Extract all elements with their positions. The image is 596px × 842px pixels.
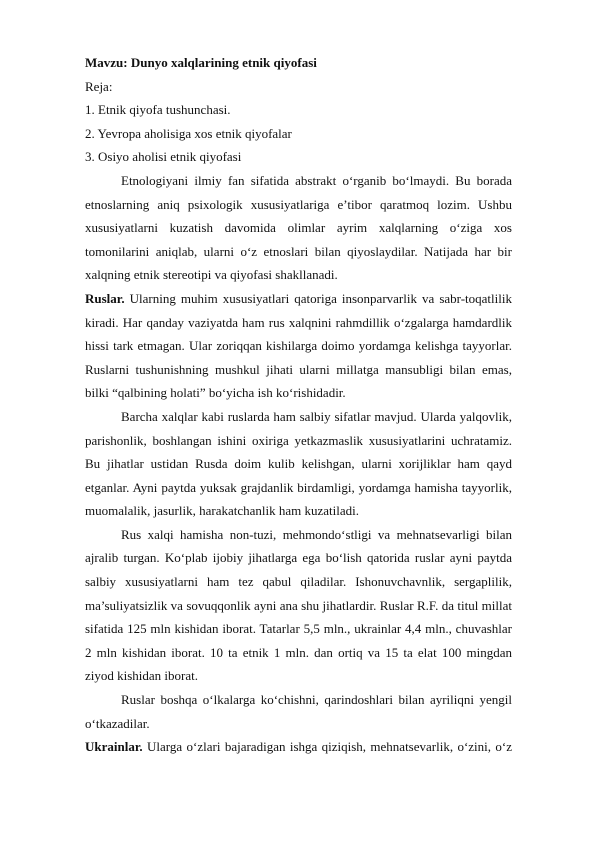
plan-item-2: 2. Yevropa aholisiga xos etnik qiyofalar: [85, 125, 292, 141]
plan-label: Reja:: [85, 78, 113, 94]
paragraph-ruslar: [85, 287, 512, 405]
paragraph-3: Barcha xalqlar kabi ruslarda ham salbiy sifatlar mavjud. Ularda yalqovlik, parishonlik, boshlangan ishini oxiriga yetkazmaslik xususiyatlarini uchratamiz. Bu jihatlar ustidan Rusda doim kulib kelishgan, ularni xorijliklar ham qayd etganlar. Ayni paytda yuksak grajdanlik birdamligi, yordamga hamisha tayyorlik, muomalalik, jasurlik, harakatchanlik ham kuzatiladi.: [85, 408, 512, 519]
document-page: [85, 51, 512, 759]
ukrainlar-heading: Ukrainlar.: [85, 739, 143, 755]
paragraph-4: Rus xalqi hamisha non-tuzi, mehmondo‘stligi va mehnatsevarligi bilan ajralib turgan. Ko‘plab ijobiy jihatlarga ega bo‘lish qatorida ruslar ayni paytda salbiy xususiyatlarni ham tez qabul qiladilar. Ishonuvchavnlik, sergaplilik, ma’suliyatsizlik va sovuqqonlik ayni ana shu jihatlardir. Ruslar R.F. da titul millat sifatida 125 mln kishidan iborat. Tatarlar 5,5 mln., ukrainlar 4,4 mln., chuvashlar 2 mln kishidan iborat. 10 ta etnik 1 mln. dan ortiq va 15 ta elat 100 mingdan ziyod kishidan iborat.: [85, 526, 512, 684]
ruslar-text: Ularning muhim xususiyatlari qatoriga insonparvarlik va sabr-toqatlilik kiradi. Har qanday vaziyatda ham rus xalqnini rahmdillik o‘zgalarga hamdardlik hissi tark etmagan. Ular zoriqqan kishilarga doimo yordamga kelishga tayyorlar. Ruslarni tushunishning mushkul jihati ularni millatga mansubligi bilan emas, bilki “qalbining holati” bo‘yicha ish ko‘rishidadir.: [85, 290, 512, 401]
ruslar-heading: Ruslar.: [85, 290, 125, 306]
document-title: Mavzu: Dunyo xalqlarining etnik qiyofasi: [85, 55, 317, 70]
plan-item-3: 3. Osiyo aholisi etnik qiyofasi: [85, 149, 242, 165]
paragraph-5: Ruslar boshqa o‘lkalarga ko‘chishni, qarindoshlari bilan ayriliqni yengil o‘tkazadilar.: [85, 692, 512, 731]
ukrainlar-text: Ularga o‘zlari bajaradigan ishga qiziqish, mehnatsevarlik, o‘zini, o‘z: [142, 739, 512, 755]
plan-item-1: 1. Etnik qiyofa tushunchasi.: [85, 102, 231, 118]
paragraph-ukrainlar: [85, 735, 512, 759]
paragraph-intro: Etnologiyani ilmiy fan sifatida abstrakt o‘rganib bo‘lmaydi. Bu borada etnoslarning aniq psixologik xususiyatlariga e’tibor qaratmoq lozim. Ushbu xususiyatlarni kuzatish davomida olimlar ayrim xalqlarning o‘ziga xos tomonilarini aniqlab, ularni o‘z etnoslari bilan qiyoslaydilar. Natijada har bir xalqning etnik stereotipi va qiyofasi shakllanadi.: [85, 172, 512, 283]
